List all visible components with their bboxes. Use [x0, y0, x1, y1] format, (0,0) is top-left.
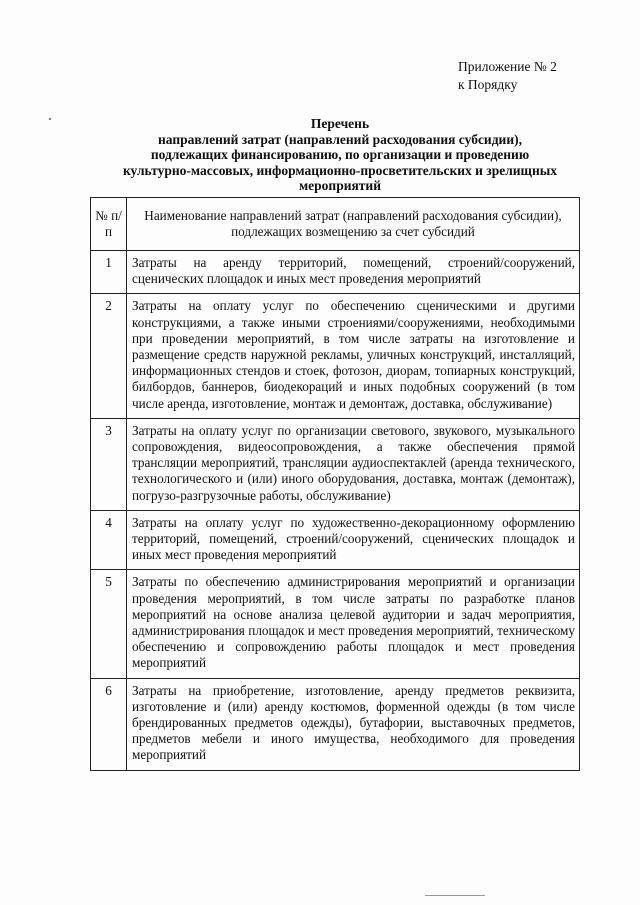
title-line-1: направлений затрат (направлений расходования субсидии),	[158, 131, 522, 147]
page-edge-mark	[425, 895, 485, 896]
row-text: Затраты на аренду территорий, помещений, строений/сооружений, сценических площадок и иных мест проведения мероприятий	[127, 251, 580, 294]
table-row	[91, 418, 580, 510]
table-header-row	[91, 198, 580, 251]
table-row	[91, 570, 580, 678]
title-line-4: мероприятий	[298, 178, 381, 193]
title-line-2: подлежащих финансированию, по организации и проведению	[150, 147, 530, 162]
row-text: Затраты на оплату услуг по организации светового, звукового, музыкального сопровождения, видеосопровождения, а также обеспечения прямой трансляции мероприятий, трансляции аудиоспектаклей (аренда технического, технологического и (или) иного оборудования, доставка, монтаж (демонтаж), погрузо-разгрузочные работы, обслуживание)	[127, 418, 580, 510]
scan-speck	[49, 118, 51, 120]
row-text: Затраты на оплату услуг по художественно-декорационному оформлению территорий, помещений, строений/сооружений, сценических площадок и иных мест проведения мероприятий	[127, 510, 580, 570]
row-number: 2	[91, 294, 127, 418]
row-number: 5	[91, 570, 127, 678]
column-header-name: Наименование направлений затрат (направлений расходования субсидии), подлежащих возмещению за счет субсидий	[127, 198, 580, 251]
row-number: 3	[91, 418, 127, 510]
row-text: Затраты на приобретение, изготовление, аренду предметов реквизита, изготовление и (или) аренду костюмов, форменной одежды (в том числе брендированных предметов одежды), бутафории, выставочных предметов, предметов мебели и иного имущества, необходимого для проведения мероприятий	[127, 678, 580, 770]
row-number: 4	[91, 510, 127, 570]
row-text: Затраты на оплату услуг по обеспечению сценическими и другими конструкциями, а также иными строениями/сооружениями, необходимыми при проведении мероприятий, в том числе затраты на изготовление и размещение средств наружной рекламы, уличных конструкций, инсталляций, информационных стендов и стоек, фотозон, диорам, топиарных конструкций, билбордов, баннеров, биодекораций и иных подобных сооружений (в том числе аренда, изготовление, монтаж и демонтаж, доставка, обслуживание)	[127, 294, 580, 418]
table-row	[91, 294, 580, 418]
table-row	[91, 251, 580, 294]
row-number: 6	[91, 678, 127, 770]
expenses-table	[90, 197, 580, 771]
appendix-number: Приложение № 2	[458, 59, 557, 74]
table-row	[91, 678, 580, 770]
column-header-number: № п/п	[91, 198, 127, 251]
row-text: Затраты по обеспечению администрирования мероприятий и организации проведения мероприятий, в том числе затраты по разработке планов мероприятий на основе анализа целевой аудитории и задач мероприятия, администрирования площадок и мест проведения мероприятий, техническому обеспечению и сопровождению работы площадок и мест проведения мероприятий	[127, 570, 580, 678]
document-title	[90, 116, 590, 194]
appendix-order: к Порядку	[458, 77, 518, 92]
title-line-3: культурно-массовых, информационно-просветительских и зрелищных	[122, 162, 558, 178]
appendix-reference	[458, 58, 557, 94]
table-row	[91, 510, 580, 570]
row-number: 1	[91, 251, 127, 294]
title-heading: Перечень	[310, 116, 370, 131]
